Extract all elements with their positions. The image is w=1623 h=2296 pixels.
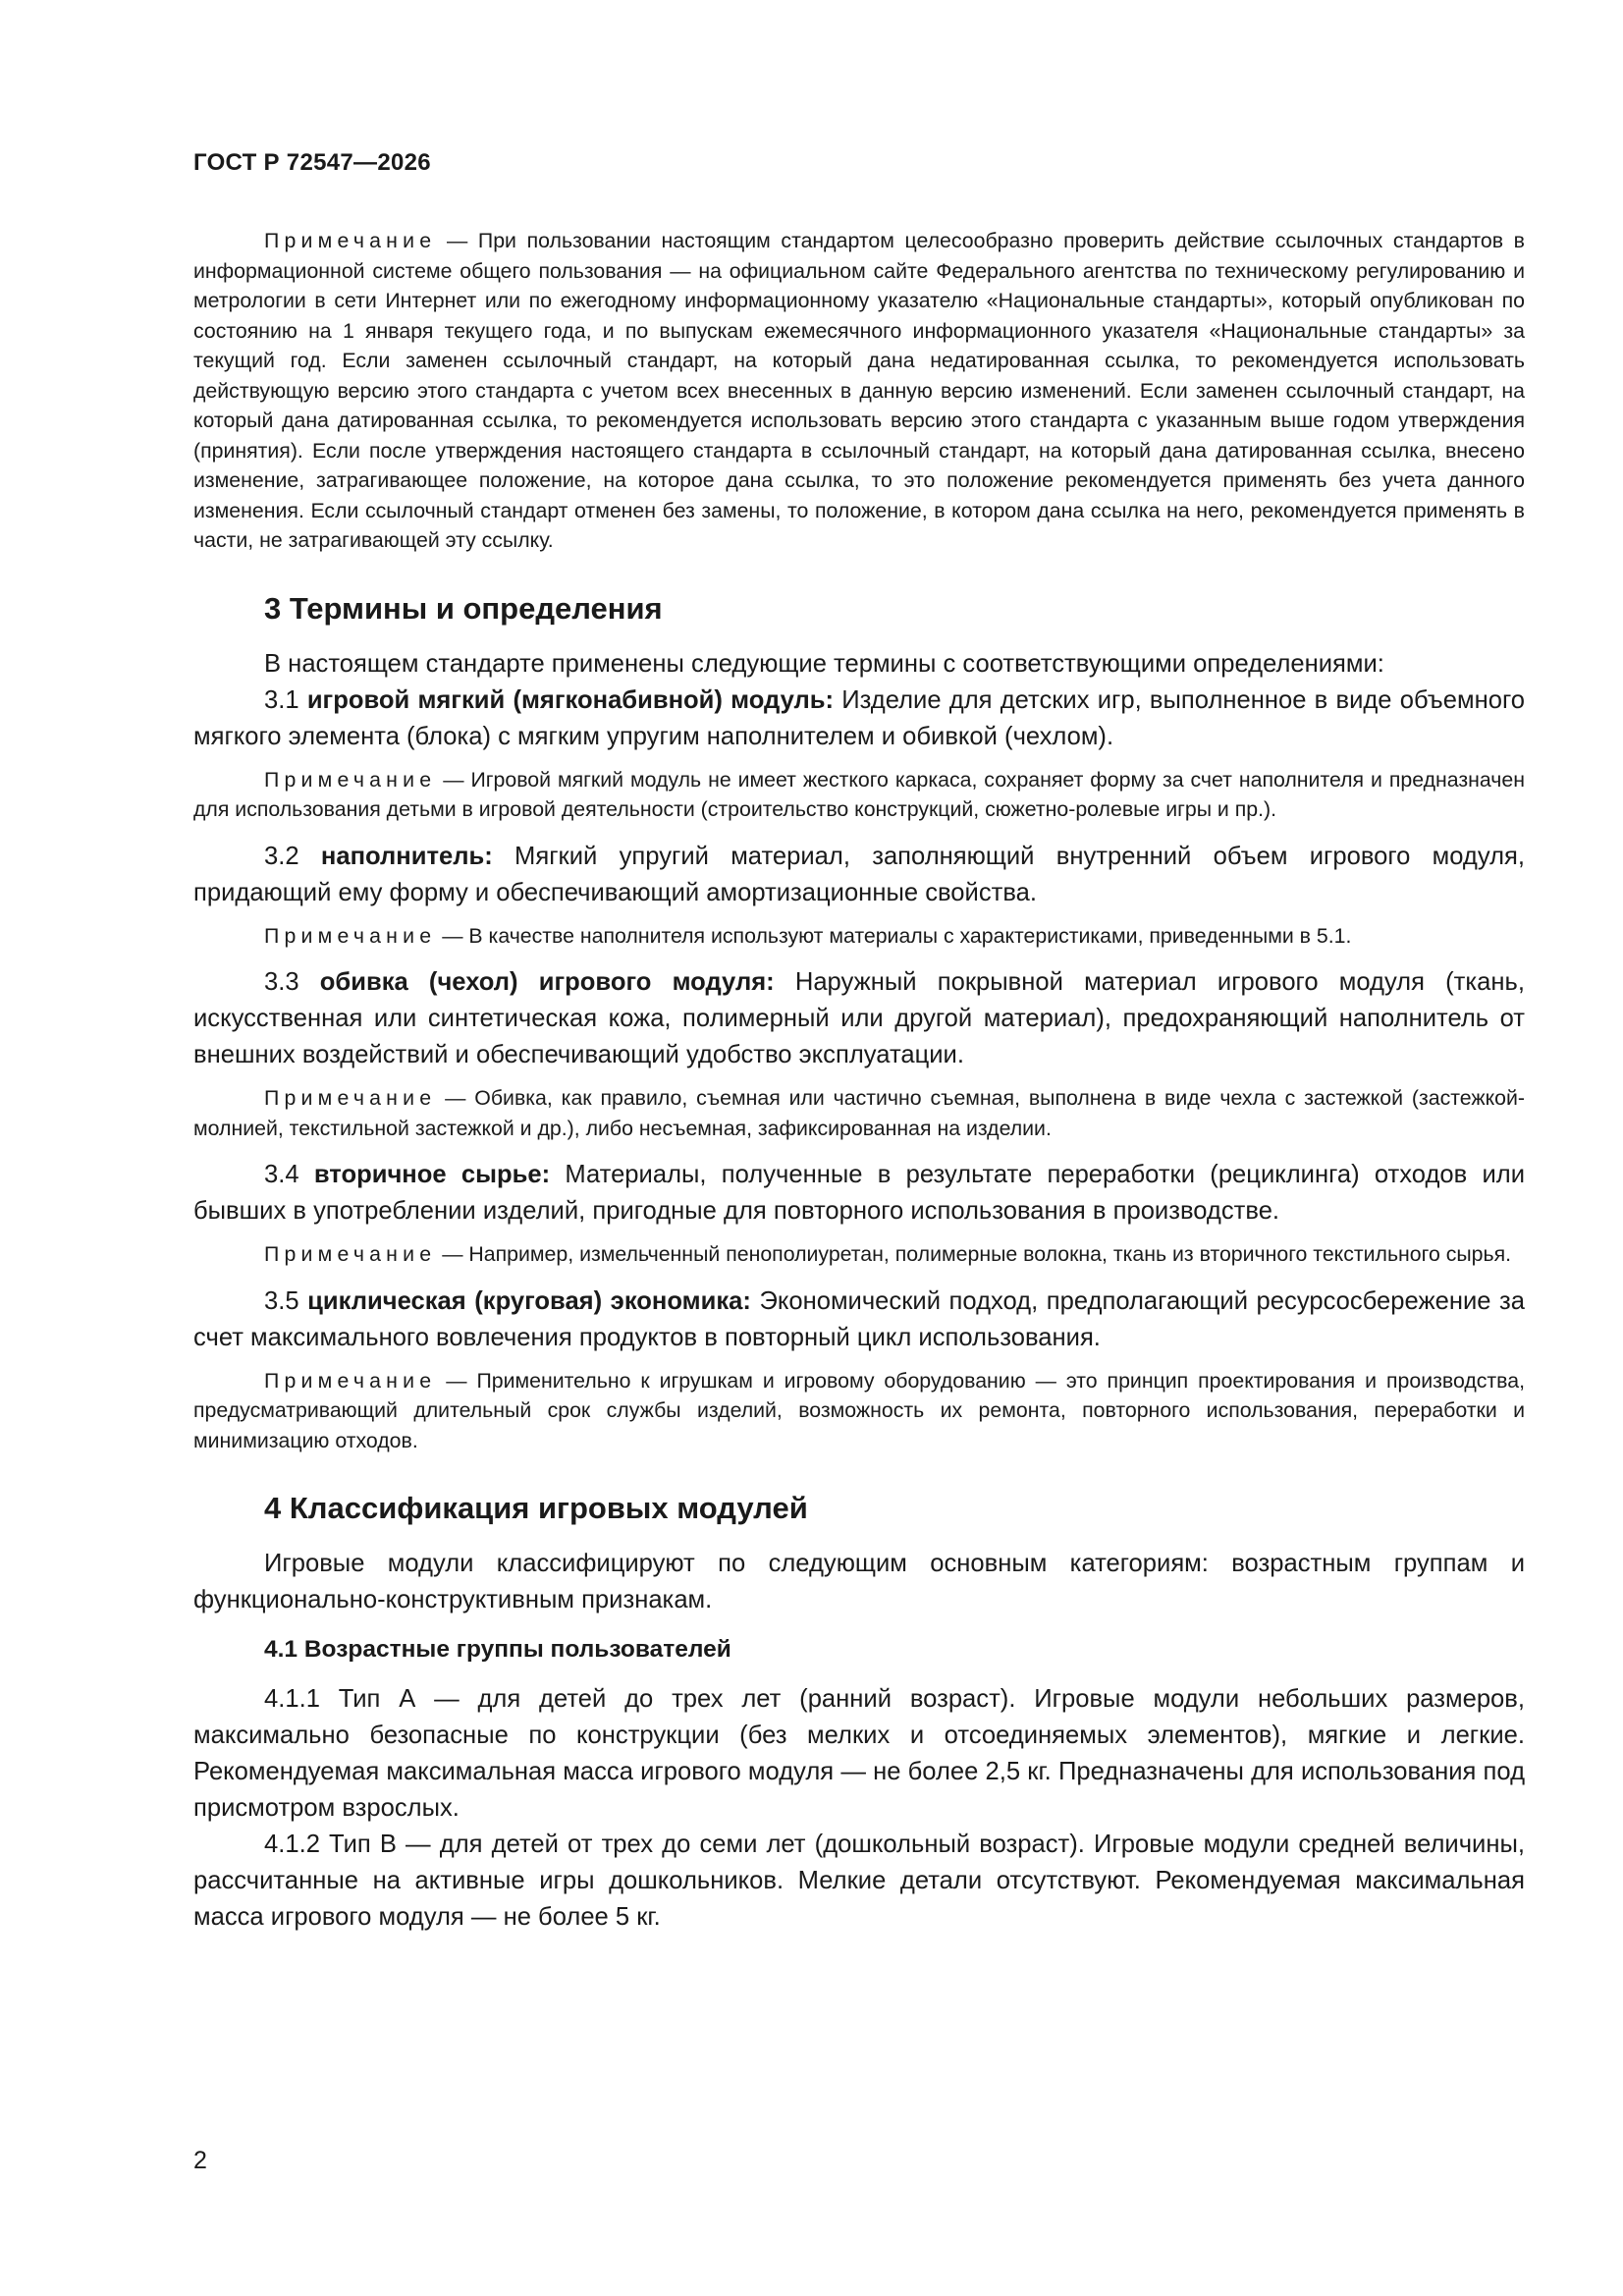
- subsection-4-1-heading: 4.1 Возрастные группы пользователей: [264, 1636, 731, 1663]
- document-content: [193, 226, 1525, 1936]
- term-number: 3.2: [264, 842, 299, 870]
- term-definition: [193, 1157, 1525, 1230]
- term-definition: [193, 683, 1525, 755]
- note-text: — Применительно к игрушкам и игровому оборудованию — это принцип проектирования и производства, предусматривающий длительный срок службы изделий, возможность их ремонта, повторного использования, переработки и минимизацию отходов.: [193, 1368, 1525, 1452]
- term-definition: [193, 839, 1525, 911]
- document-header: ГОСТ Р 72547—2026: [193, 149, 431, 176]
- term-name: вторичное сырье:: [313, 1161, 551, 1188]
- section-4-heading: 4 Классификация игровых модулей: [264, 1491, 808, 1525]
- note-label: Примечание: [264, 1086, 437, 1110]
- note-label: Примечание: [264, 767, 437, 792]
- note-text: — При пользовании настоящим стандартом целесообразно проверить действие ссылочных стандартов в информационной системе общего пользования — на официальном сайте Федерального агентства по техническому регулированию и метрологии в сети Интернет или по ежегодному информационному указателю «Национальные стандарты», который опубликован по состоянию на 1 января текущего года, и по выпускам ежемесячного информационного указателя «Национальные стандарты» за текущий год. Если заменен ссылочный стандарт, на который дана недатированная ссылка, то рекомендуется использовать действующую версию этого стандарта с учетом всех внесенных в данную версию изменений. Если заменен ссылочный стандарт, на который дана датированная ссылка, то рекомендуется использовать версию этого стандарта с указанным выше годом утверждения (принятия). Если после утверждения настоящего стандарта в ссылочный стандарт, на который дана датированная ссылка, внесено изменение, затрагивающее положение, на которое дана ссылка, то это положение рекомендуется применять без учета данного изменения. Если ссылочный стандарт отменен без замены, то положение, в котором дана ссылка на него, рекомендуется применять в части, не затрагивающей эту ссылку.: [193, 229, 1525, 552]
- term-definition: [193, 1284, 1525, 1356]
- note-text: — Игровой мягкий модуль не имеет жесткого каркаса, сохраняет форму за счет наполнителя и предназначен для использования детьми в игровой деятельности (строительство конструкций, сюжетно-ролевые игры и пр.).: [193, 767, 1525, 821]
- term-text: Изделие для детских игр, выполненное в виде объемного мягкого элемента (блока) с мягким упругим наполнителем и обивкой (чехлом).: [193, 685, 1525, 750]
- clause-4-1-1: 4.1.1 Тип А — для детей до трех лет (ранний возраст). Игровые модули небольших размеров, максимально безопасные по конструкции (без мелких и отсоединяемых элементов), мягкие и легкие. Рекомендуемая максимальная масса игрового модуля — не более 2,5 кг. Предназначены для использования под присмотром взрослых.: [193, 1685, 1525, 1822]
- note-label: Примечание: [264, 1368, 437, 1393]
- term-text: Наружный покрывной материал игрового модуля (ткань, искусственная или синтетическая кожа, полимерный или другой материал), предохраняющий наполнитель от внешних воздействий и обеспечивающий удобство эксплуатации.: [193, 968, 1525, 1068]
- term-note: [193, 765, 1525, 825]
- term-name: циклическая (круговая) экономика:: [307, 1286, 751, 1315]
- term-note: [193, 921, 1525, 952]
- section-3-heading: 3 Термины и определения: [264, 590, 663, 626]
- term-definition: [193, 964, 1525, 1073]
- section-3-intro: В настоящем стандарте применены следующие термины с соответствующими определениями:: [264, 649, 1384, 678]
- term-note: [193, 1083, 1525, 1143]
- note-text: — В качестве наполнителя используют материалы с характеристиками, приведенными в 5.1.: [436, 923, 1352, 948]
- term-note: [193, 1366, 1525, 1456]
- term-text: Экономический подход, предполагающий ресурсосбережение за счет максимального вовлечения продуктов в повторный цикл использования.: [193, 1286, 1526, 1351]
- term-number: 3.1: [264, 685, 299, 714]
- term-text: Материалы, полученные в результате переработки (рециклинга) отходов или бывших в употреблении изделий, пригодные для повторного использования в производстве.: [193, 1161, 1525, 1225]
- term-note: [193, 1239, 1525, 1270]
- term-name: наполнитель:: [320, 842, 493, 870]
- term-text: Мягкий упругий материал, заполняющий внутренний объем игрового модуля, придающий ему форму и обеспечивающий амортизационные свойства.: [193, 842, 1525, 906]
- term-number: 3.4: [264, 1161, 299, 1188]
- term-name: игровой мягкий (мягконабивной) модуль:: [306, 685, 834, 714]
- note-label: Примечание: [264, 923, 437, 948]
- term-number: 3.5: [264, 1286, 299, 1315]
- intro-note: [193, 226, 1525, 556]
- term-number: 3.3: [264, 968, 299, 996]
- note-text: — Например, измельченный пенополиуретан, полимерные волокна, ткань из вторичного текстильного сырья.: [436, 1242, 1512, 1266]
- section-4-intro: Игровые модули классифицируют по следующим основным категориям: возрастным группам и функционально-конструктивным признакам.: [193, 1550, 1525, 1613]
- clause-4-1-2: 4.1.2 Тип В — для детей от трех до семи лет (дошкольный возраст). Игровые модули средней величины, рассчитанные на активные игры дошкольников. Мелкие детали отсутствуют. Рекомендуемая максимальная масса игрового модуля — не более 5 кг.: [193, 1831, 1525, 1931]
- note-label: Примечание: [264, 1242, 437, 1266]
- page-number: 2: [193, 2147, 207, 2174]
- note-label: Примечание: [264, 229, 437, 252]
- note-text: — Обивка, как правило, съемная или частично съемная, выполнена в виде чехла с застежкой (застежкой-молнией, текстильной застежкой и др.), либо несъемная, зафиксированная на изделии.: [193, 1086, 1525, 1140]
- term-name: обивка (чехол) игрового модуля:: [319, 968, 775, 996]
